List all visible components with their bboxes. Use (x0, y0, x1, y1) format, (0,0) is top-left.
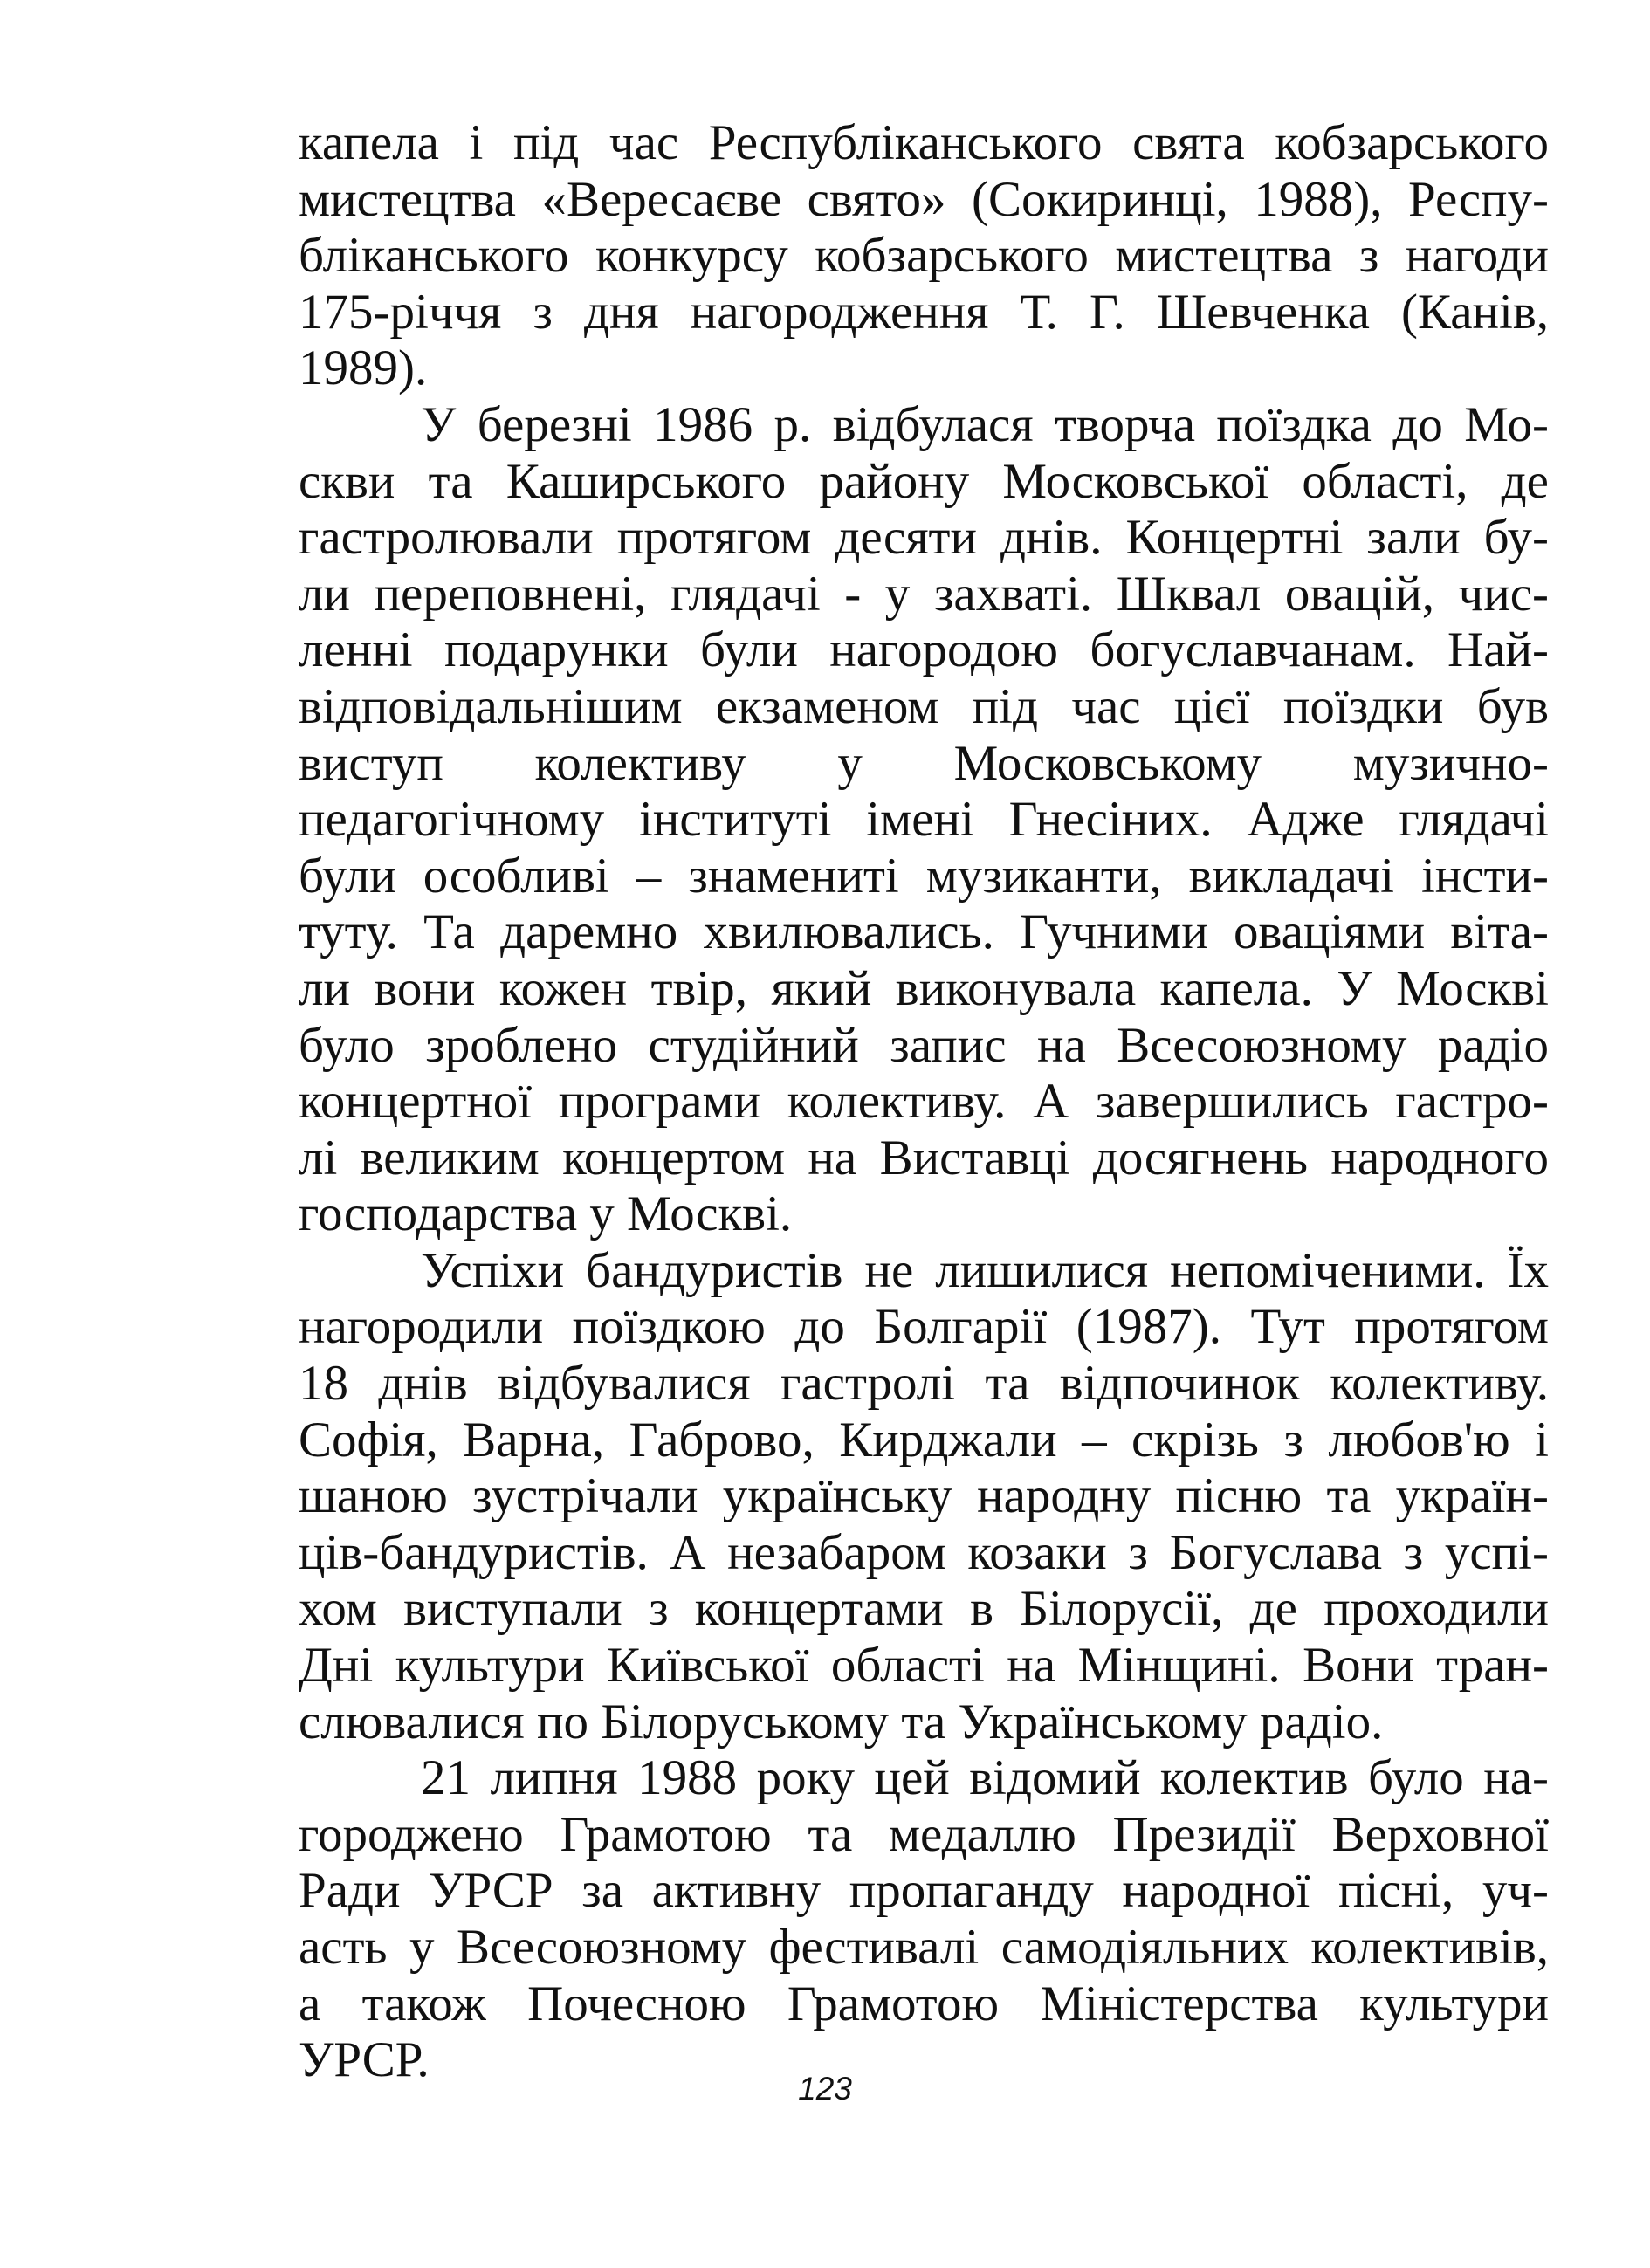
text-line: ли вони кожен твір, який виконувала капела. У Москві (299, 960, 1549, 1016)
text-line: шаною зустрічали українську народну пісню та україн- (299, 1468, 1549, 1524)
text-line: а також Почесною Грамотою Міністерства культури (299, 1976, 1549, 2031)
text-line: капела і під час Республіканського свята кобзарського (299, 115, 1549, 170)
text-line: ців-бандуристів. А незабаром козаки з Богуслава з успі- (299, 1524, 1549, 1580)
paragraph-first-line: 21 липня 1988 року цей відомий колектив було на- (421, 1750, 1549, 1806)
text-line: відповідальнішим екзаменом під час цієї поїздки був (299, 678, 1549, 734)
text-line: 1989). (299, 340, 428, 396)
page-number: 123 (798, 2071, 852, 2106)
text-line: скви та Каширського району Московської області, де (299, 453, 1549, 509)
text-line: було зроблено студійний запис на Всесоюзному радіо (299, 1017, 1549, 1073)
text-line: асть у Всесоюзному фестивалі самодіяльних колективів, (299, 1920, 1549, 1975)
text-line: туту. Та даремно хвилювались. Гучними оваціями віта- (299, 904, 1549, 960)
text-line: були особливі – знамениті музиканти, викладачі інсти- (299, 848, 1549, 904)
text-line: городжено Грамотою та медаллю Президії Верховної (299, 1806, 1549, 1862)
text-line: Софія, Варна, Габрово, Кирджали – скрізь з любов'ю і (299, 1412, 1549, 1467)
text-line: нагородили поїздкою до Болгарії (1987). Тут протягом (299, 1299, 1549, 1355)
text-line: мистецтва «Вересаєве свято» (Сокиринці, 1988), Респу- (299, 171, 1549, 227)
text-line: Дні культури Київської області на Мінщині. Вони тран- (299, 1638, 1549, 1694)
text-line: Ради УРСР за активну пропаганду народної пісні, уч- (299, 1863, 1549, 1919)
text-line: ленні подарунки були нагородою богуславчанам. Най- (299, 622, 1549, 678)
text-line: бліканського конкурсу кобзарського мистецтва з нагоди (299, 228, 1549, 284)
text-line: педагогічному інституті імені Гнесіних. Адже глядачі (299, 792, 1549, 848)
text-line: УРСР. (299, 2032, 430, 2088)
text-line: хом виступали з концертами в Білорусії, де проходили (299, 1581, 1549, 1637)
text-line: господарства у Москві. (299, 1186, 793, 1242)
text-line: ли переповнені, глядачі - у захваті. Шквал овацій, чис- (299, 566, 1549, 622)
body-text (299, 115, 1549, 2089)
text-line: слювалися по Білоруському та Українському радіо. (299, 1694, 1384, 1749)
paragraph-first-line: Успіхи бандуристів не лишилися непоміченими. Їх (421, 1242, 1549, 1298)
text-line: гастролювали протягом десяти днів. Концертні зали бу- (299, 510, 1549, 566)
text-line: концертної програми колективу. А завершились гастро- (299, 1074, 1549, 1130)
text-line: виступ колективу у Московському музично- (299, 735, 1549, 791)
text-line: лі великим концертом на Виставці досягнень народного (299, 1130, 1549, 1186)
paragraph-first-line: У березні 1986 р. відбулася творча поїздка до Мо- (421, 396, 1549, 452)
text-line: 175-річчя з дня нагородження Т. Г. Шевченка (Канів, (299, 284, 1549, 340)
text-line: 18 днів відбувалися гастролі та відпочинок колективу. (299, 1356, 1549, 1412)
